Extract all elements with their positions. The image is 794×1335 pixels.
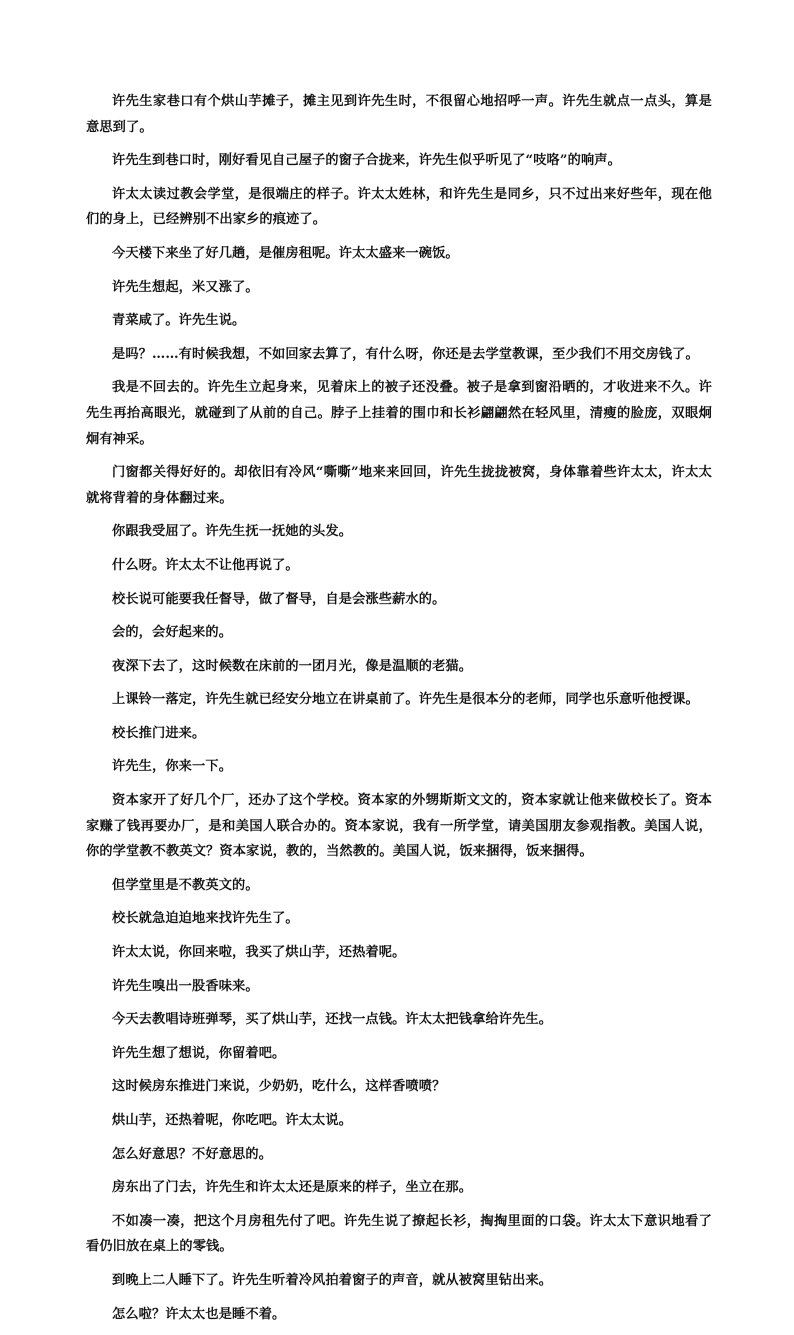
paragraph: 今天楼下来坐了好几趟，是催房租呢。许太太盛来一碗饭。	[112, 245, 459, 261]
paragraph: 校长就急迫迫地来找许先生了。	[112, 911, 299, 927]
paragraph: 许先生家巷口有个烘山芋摊子，摊主见到许先生时，不很留心地招呼一声。许先生就点一点头，算是意思到了。	[86, 94, 712, 135]
paragraph: 许先生嗅出一股香味来。	[112, 978, 259, 994]
paragraph: 什么呀。许太太不让他再说了。	[112, 557, 299, 573]
paragraph: 夜深下去了，这时候数在床前的一团月光，像是温顺的老猫。	[112, 658, 473, 674]
paragraph: 许太太说，你回来啦，我买了烘山芋，还热着呢。	[112, 945, 406, 961]
paragraph: 许先生，你来一下。	[112, 759, 233, 775]
paragraph: 但学堂里是不教英文的。	[112, 877, 259, 893]
paragraph: 烘山芋，还热着呢，你吃吧。许太太说。	[112, 1113, 353, 1128]
paragraph: 我是不回去的。许先生立起身来，见着床上的被子还没叠。被子是拿到窗沿晒的，才收进来不久。许先生再抬高眼光，就碰到了从前的自己。脖子上挂着的围巾和长衫翩翩然在轻风里，清瘦的脸庞，双眼炯炯有神采。	[86, 380, 712, 447]
paragraph: 到晚上二人睡下了。许先生听着冷风拍着窗子的声音，就从被窝里钻出来。	[112, 1272, 553, 1288]
paragraph: 许先生想了想说，你留着吧。	[112, 1045, 286, 1061]
paragraph: 许先生到巷口时，刚好看见自己屋子的窗子合拢来，许先生似乎听见了“吱咯”的响声。	[112, 153, 621, 169]
paragraph: 许太太读过教会学堂，是很端庄的样子。许太太姓林，和许先生是同乡，只不过出来好些年，现在他们的身上，已经辨别不出家乡的痕迹了。	[86, 186, 712, 228]
paragraph: 资本家开了好几个厂，还办了这个学校。资本家的外甥斯斯文文的，资本家就让他来做校长了。资本家赚了钱再要办厂，是和美国人联合办的。资本家说，我有一所学堂，请美国朋友参观指教。美国人说，你的学堂教不教英文？资本家说，教的，当然教的。美国人说，饭来捆得，饭来捆得。	[86, 793, 712, 860]
paragraph: 青菜咸了。许先生说。	[112, 313, 246, 329]
paragraph: 校长说可能要我任督导，做了督导，自是会涨些薪水的。	[112, 591, 446, 607]
paragraph: 房东出了门去，许先生和许太太还是原来的样子，坐立在那。	[112, 1180, 473, 1196]
paragraph: 不如凑一凑，把这个月房租先付了吧。许先生说了撩起长衫，掏掏里面的口袋。许太太下意识地看了看仍旧放在桌上的零钱。	[86, 1213, 712, 1255]
paragraph: 怎么啦？许太太也是睡不着。	[112, 1306, 286, 1322]
article-body	[86, 89, 712, 1335]
paragraph: 怎么好意思？不好意思的。	[112, 1146, 273, 1162]
paragraph: 会的，会好起来的。	[112, 625, 233, 641]
paragraph: 是吗？……有时候我想，不如回家去算了，有什么呀，你还是去学堂教课，至少我们不用交房钱了。	[112, 346, 699, 362]
paragraph: 校长推门进来。	[112, 725, 206, 741]
paragraph: 门窗都关得好好的。却依旧有冷风“嘶嘶”地来来回回，许先生拢拢被窝，身体靠着些许太太，许太太就将背着的身体翻过来。	[86, 465, 712, 506]
paragraph: 今天去教唱诗班弹琴，买了烘山芋，还找一点钱。许太太把钱拿给许先生。	[112, 1012, 553, 1028]
paragraph: 上课铃一落定，许先生就已经安分地立在讲桌前了。许先生是很本分的老师，同学也乐意听他授课。	[112, 692, 699, 708]
paragraph: 这时候房东推进门来说，少奶奶，吃什么，这样香喷喷？	[112, 1079, 446, 1095]
paragraph: 你跟我受屈了。许先生抚一抚她的头发。	[112, 524, 353, 540]
paragraph: 许先生想起，米又涨了。	[112, 279, 259, 295]
